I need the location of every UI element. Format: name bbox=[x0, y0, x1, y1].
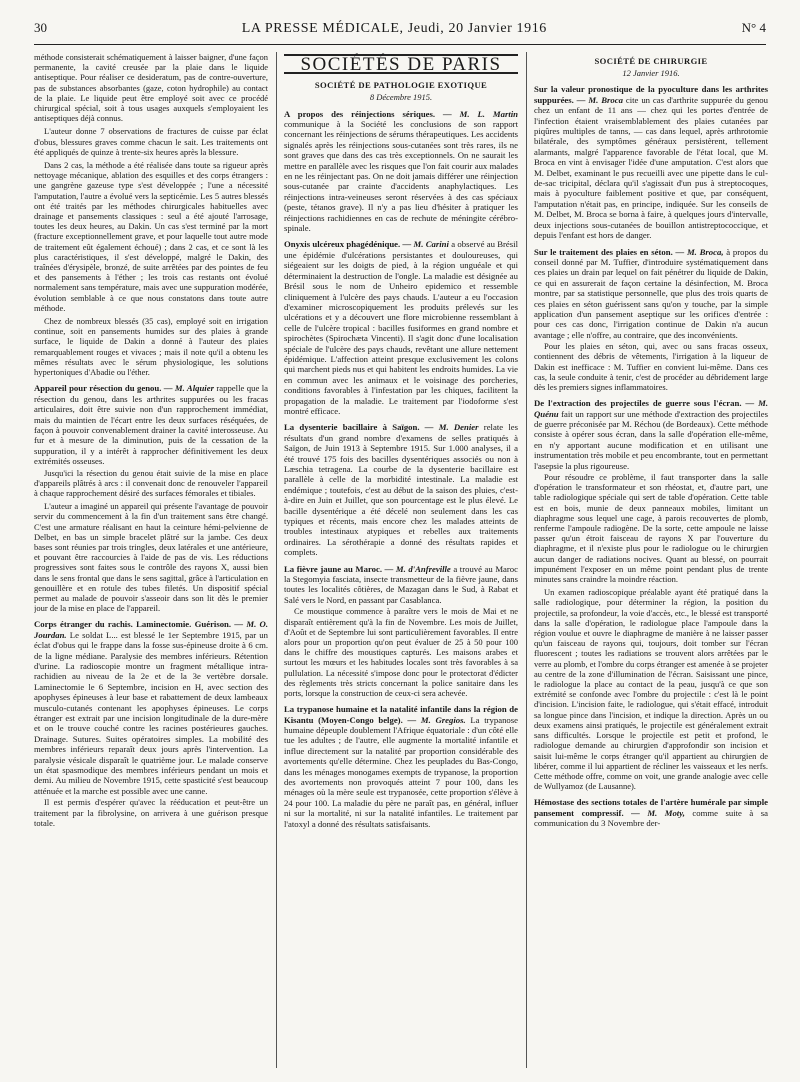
article-title: La fièvre jaune au Maroc. bbox=[284, 563, 383, 574]
article-text: fait un rapport sur une méthode d'extraction des projectiles de guerre préconisée par M. Réchou (de Bordeaux). Cette méthode consiste à opérer sous écran, dans la salle d'opération elle-même, en n'y apportant aucune modification et en utilisant une instrumentation très mobile et peu encombrante, tout en permettant l'asepsie la plus rigoureuse. bbox=[534, 408, 768, 471]
article-author: — M. Moty, bbox=[623, 807, 685, 818]
article-title: Onyxis ulcéreux phagédénique. bbox=[284, 239, 401, 250]
article-author: — M. Alquier bbox=[163, 383, 214, 394]
article-text: relate les résultats d'un grand nombre d'examens de selles pratiqués à Saïgon, de Juin 1913 à Septembre 1915. Sur 1.000 analyses, il a été trouvé 175 fois des bacilles dysentériques associés ou non à Læschia tetragena. La courbe de la dysenterie bacillaire est parallèle à celle de la morbidité intestinale. La maladie est endémique ; toutefois, c'est au début de la saison des pluies, c'est-à-dire en Juin et Juillet, que son pourcentage est le plus élevé. Le bacille dysentérique a été décelé non seulement dans les cas typiques et récents, mais encore chez les malades atteints de troubles intestinaux atypiques et rebelles aux traitements ordinaires. La sérothérapie a donné des résultats rapides et complets. bbox=[284, 422, 518, 558]
issue-number: N° 4 bbox=[741, 20, 766, 35]
paragraph: Jusqu'ici la résection du genou était suivie de la mise en place d'appareils plâtrés à arcs : il convenait donc de renouveler l'appareil à chaque rapprochement désiré des surfaces fémorales et tibiales. bbox=[34, 467, 268, 498]
section-banner: SOCIÉTÉS DE PARIS bbox=[284, 54, 518, 74]
article-heading bbox=[284, 109, 518, 234]
article-heading bbox=[534, 398, 768, 471]
article-title: Corps étranger du rachis. Laminectomie. Guérison. bbox=[34, 619, 232, 630]
society-heading: SOCIÉTÉ DE CHIRURGIE bbox=[594, 56, 708, 66]
article-heading bbox=[534, 84, 768, 240]
session-date: 8 Décembre 1915. bbox=[369, 92, 433, 103]
paragraph: Chez de nombreux blessés (35 cas), employé soit en irrigation continue, soit en pansements humides sur des plaies à grande surface, le liquide de Dakin a donné à l'auteur des plaies remarquablement rouges et vivaces ; mais il note qu'il a obtenu les mêmes résultats avec le sérum physiologique, les solutions hypertoniques d'Abadie ou l'éther. bbox=[34, 316, 268, 378]
article-title: Appareil pour résection du genou. bbox=[34, 383, 162, 394]
article-heading bbox=[34, 383, 268, 466]
article-text: La trypanose humaine dépeuple doublement l'Afrique équatoriale : d'un côté elle tue les adultes ; de l'autre, elle augmente la mortalité infantile et influe directement sur la natalité par proportion considérable des avortements qu'elle détermine. Chez les peuplades du Bas-Congo, dans les ménages monogames exempts de trypanose, la proportion des avortements non provoqués atteint 7 pour 100, dans les ménages où la mère seule est trypanosée, cette proportion s'élève à 24 pour 100. La maladie du père ne paraît pas, en général, influer ni sur la mortalité, ni sur la natalité infantiles. Le traitement par l'atoxyl a donné des résultats satisfaisants. bbox=[284, 714, 518, 829]
article-heading bbox=[534, 247, 768, 341]
article-heading bbox=[284, 422, 518, 557]
paragraph: Ce moustique commence à paraître vers le mois de Mai et ne disparaît entièrement qu'à la fin de Novembre. Les mois de Juillet, d'Août et de Septembre lui sont particulièrement favorables. Il entre alors pour un proportion qu'on peut évaluer de 25 à 50 pour 100 dans le chiffre des moustiques capturés. Les maisons arabes et surtout les mœurs et les habitudes locales sont très favorables à sa pullulation. La nécessité s'impose donc pour le protectorat d'édicter des règlements très stricts concernant la police sanitaire dans les ports, lorsque la construction de ceux-ci sera achevée. bbox=[284, 606, 518, 698]
article-text: communique à la Société les conclusions de son rapport concernant les réinjections de sérums thérapeutiques. Les accidents signalés après les réinjections sous-cutanées sont très rares, ils ne sont graves que dans des cas très exceptionnels. On ne saurait les mettre en parallèle avec les risques que l'on fait courir aux malades en ne les réinjectant pas. On ne doit jamais différer une réinjection sous-cutanée par crainte d'accidents anaphylactiques. Les réinjections intra-veineuses seront réservées à des cas spéciaux (peste, tétanos grave). Il n'y a pas lieu d'hésiter à pratiquer les réinjections rachidiennes en cas de rechute de méningite cérébro-spinale. bbox=[284, 119, 518, 234]
article-heading bbox=[534, 797, 768, 828]
paragraph: Dans 2 cas, la méthode a été réalisée dans toute sa rigueur après nettoyage mécanique, ablation des esquilles et des corps étrangers : une gangrène gazeuse type s'est développée ; l'une a nécessité l'amputation, l'autre a évolué vers la septicémie. Les 5 autres blessés ont été traités par les méthodes chirurgicales habituelles avec drainage et pansements classiques : seul a été ajouté l'arrosage, toutes les deux heures, au Dakin. Un cas s'est terminé par la mort (fracture exceptionnellement grave, et pour laquelle tout autre mode de traitement eût également échoué) ; dans 2 cas, et ce sont là les plus caractéristiques, il s'est développé, malgré le Dakin, des traînées d'érysipèle, bronzé, de suite arrêtées par des pointes de feu et des pansements à l'éther ; les trois cas restants ont évolué normalement sans température, mais avec une suppuration modérée, évolution semblable à ce que nous constatons dans toute autre méthode. bbox=[34, 160, 268, 313]
article-author: — M. Denier bbox=[419, 422, 479, 433]
session-date: 12 Janvier 1916. bbox=[622, 68, 680, 79]
paragraph: méthode consisterait schématiquement à laisser baigner, d'une façon permanente, la cavité creusée par la plaie dans le liquide antiseptique. Pour réaliser ce desideratum, pas de contre-ouverture, pas de substances absorbantes (gaze, coton hydrophile) au contact de la plaie. Le liquide peut être employé soit avec ce procédé chirurgical spécial, soit à tous usages auxquels s'employaient les antiseptiques déjà connus. bbox=[34, 52, 268, 124]
article-author: — M. Broca, bbox=[672, 246, 724, 257]
article-author: — M. L. Martin bbox=[435, 108, 518, 119]
column-right bbox=[534, 52, 768, 1076]
paragraph: Il est permis d'espérer qu'avec la rééducation et peut-être un traitement par la fibrolysine, on arrivera à une guérison presque totale. bbox=[34, 797, 268, 828]
article-heading bbox=[284, 564, 518, 606]
paragraph: Pour résoudre ce problème, il faut transporter dans la salle d'opération le transformateur et son rhéostat, et, d'autre part, une table radiologique spéciale qui sert de table d'opération. Cette table est en bois, munie de deux panneaux mobiles, limitant un diaphragme sous lequel une cage, à parois recouvertes de plomb, renferme l'ampoule radiogène. De la sorte, cette ampoule ne laisse passer qu'un étroit faisceau de rayons X par l'ouverture du diaphragme, et il n'existe plus pour le radiologue ou le chirurgien aucun danger de radiations nocives. Quant au blessé, on pourrait impunément l'exposer en un même point pendant plus de trente minutes sans craindre la moindre réaction. bbox=[534, 472, 768, 585]
article-author: — M. O. Jourdan. bbox=[34, 619, 268, 640]
article-title: De l'extraction des projectiles de guerre sous l'écran. bbox=[534, 398, 742, 409]
paragraph: L'auteur donne 7 observations de fractures de cuisse par éclat d'obus, blessures graves comme chacun le sait. Les traitements ont été appliqués de quinze à trente-six heures après la blessure. bbox=[34, 126, 268, 157]
article-author: — M. d'Anfreville bbox=[382, 563, 451, 574]
paragraph: Un examen radioscopique préalable ayant été pratiqué dans la salle radiologique, pour déterminer la région, la position du projectile, sa profondeur, la voie d'accès, etc., le blessé est transporté dans la salle d'opération, le radiologue place l'ampoule dans la région voulue et ouvre le diaphragme de manière à ne laisser passer qu'un faisceau de rayons qui, toujours, doit tomber sur l'écran fluorescent ; toutes les radiations se trouvent alors arrêtées par le verre au plomb, et l'ombre du corps étranger est amenée à se projeter au centre de la zone d'illumination de l'écran. Saisissant une pince, le radiologue la place au contact de la peau, jusqu'à ce que son extrémité se confonde avec l'ombre du projectile : c'est là le point d'incision. L'incision faite, le radiologue, qui s'était effacé, introduit sa longue pince dans l'incision, et indique la direction. Après un ou deux examens ainsi pratiqués, le projectile est généralement extrait sans difficultés. Lorsque le projectile est petit et profond, le radiologue demande au chirurgien d'approfondir son incision et saisit lui-même le corps étranger qu'il appartient au chirurgien de libérer, comme il lui appartient de récliner les vaisseaux et les nerfs. Cette méthode offre, comme on voit, une grande analogie avec celle de Wullyamoz (de Lausanne). bbox=[534, 587, 768, 792]
journal-title: LA PRESSE MÉDICALE, Jeudi, 20 Janvier 1916 bbox=[241, 21, 547, 36]
article-heading bbox=[34, 619, 268, 796]
article-author: — M. Carini bbox=[400, 239, 449, 250]
column-rule bbox=[276, 52, 277, 1068]
article-text: a observé au Brésil une épidémie d'ulcérations persistantes et douloureuses, qui siégeaient sur les doigts de pied, à la région unguéale et qui déterminaient la destruction de l'ongle. La maladie est désignée au Brésil sous le nom de Unheiro epidemico et ressemble cliniquement à l'ulcère des pays chauds. L'auteur a eu l'occasion d'examiner microscopiquement les produits prélevés sur les ulcérations et y a découvert une flore microbienne ressemblant à celle de l'ulcère tropical : bacilles fusiformes en grand nombre et spirochètes (Spirochæta Vincenti). Il s'agit donc d'une localisation spéciale de l'ulcère des pays chauds, revêtant une allure nettement épidémique. L'affection atteint presque exclusivement les colons qui marchent pieds nus et qui habitent les endroits humides. La vie en commun avec les animaux et le voisinage des porcheries, conditions favorables à l'infestation par les chiques, facilitent la propagation de la maladie. Le traitement par l'iodoforme s'est montré efficace. bbox=[284, 239, 518, 416]
article-text: rappelle que la résection du genou, dans les arthrites suppurées ou les fracas articulaires, doit être suivie non d'un rapprochement immédiat, mais du maintien de l'écart entre les deux surfaces réséquées, de façon à pouvoir convenablement drainer la cavité interosseuse. Au fur et à mesure de la diminution, puis de la cessation de la suppuration, il y a intérêt à rapprocher définitivement les deux extrémités osseuses. bbox=[34, 383, 268, 467]
society-heading: SOCIÉTÉ DE PATHOLOGIE EXOTIQUE bbox=[314, 80, 488, 91]
article-heading bbox=[284, 239, 518, 416]
article-title: Sur le traitement des plaies en séton. bbox=[534, 246, 673, 257]
column-rule bbox=[526, 52, 527, 1068]
article-title: Hémostase des sections totales de l'artère humérale par simple pansement compressif. bbox=[534, 797, 768, 818]
article-title: Sur la valeur pronostique de la pyoculture dans les arthrites suppurées. bbox=[534, 84, 768, 105]
article-text: Le soldat L... est blessé le 1er Septembre 1915, par un éclat d'obus qui le frappe dans la fosse sus-épineuse droite à 6 cm. de la ligne médiane. Paralysie des membres inférieurs. Rétention d'urine. La radioscopie montre un fragment métallique intra-rachidien au niveau de la 2e et de la 3e vertèbre dorsale. Laminectomie le 6 Septembre, incision en H, avec section des apophyses épineuses à leur base et rabattement de deux lambeaux musculo-cutanés contenant les apophyses épineuses. Le corps étranger est extrait par une incision longitudinale de la dure-mère et on le trouve couché contre les racines postérieures gauches. Drainage. Sutures. Suites opératoires simples. La mobilité des membres inférieurs reparaît deux jours après l'intervention. La paralysie vésicale disparaît le quatrième jour. Le malade conserve un état spasmodique des membres inférieurs pendant un mois et demi. Au milieu de Novembre 1915, cette spasticité s'est beaucoup atténuée et la marche est possible avec une canne. bbox=[34, 629, 268, 796]
article-title: A propos des réinjections sériques. bbox=[284, 108, 436, 119]
page-number: 30 bbox=[34, 20, 47, 35]
column-middle bbox=[284, 52, 518, 1076]
article-title: La trypanose humaine et la natalité infantile dans la région de Kisantu (Moyen-Congo belge). bbox=[284, 704, 518, 725]
article-text: a trouvé au Maroc la Stegomyia fasciata, insecte transmetteur de la fièvre jaune, dans toutes les localités côtières, de Mazagan dans le Sud, à Rabat et Salé vers le Nord, en passant par Casablanca. bbox=[284, 563, 518, 605]
article-text: comme suite à sa communication du 3 Novembre der- bbox=[534, 807, 768, 829]
article-text: à propos du conseil donné par M. Tuffier, d'introduire systématiquement dans ces plaies un drain par lequel on fait pénétrer du liquide de Dakin, ce qui en assurerait de façon certaine la désinfection, M. Broca montre, par sa statistique personnelle, que plus des trois quarts de ces plaies en séton guérissent sans qu'on y touche, par la simple application d'un pansement aseptique sur les orifices d'entrée : pour ces cas donc, l'irrigation continue de Dakin n'a aucun avantage ; elle n'offre, au contraire, que des inconvénients. bbox=[534, 246, 768, 340]
article-author: — M. Broca bbox=[573, 94, 623, 105]
article-author: — M. Quénu bbox=[534, 398, 768, 419]
paragraph: Pour les plaies en séton, qui, avec ou sans fracas osseux, contiennent des débris de vêtements, l'irrigation à la liqueur de Dakin est inefficace : M. Tuffier en convient lui-même. Dans ces cas, la seule conduite à tenir, c'est de procéder au débridement large dès les premiers signes inflammatoires. bbox=[534, 341, 768, 392]
article-heading bbox=[284, 704, 518, 829]
article-text: cite un cas d'arthrite suppurée du genou chez un enfant de 11 ans — chez qui les portes d'entrée de l'infection étaient vraisemblablement des plaies cutanées par piqûres multiples de tanns, — cas dans lequel, après arthrotomie bilatérale, des symptômes généraux persistèrent, tellement alarmants, malgré l'apparence favorable de l'état local, que M. Broca en vint à envisager l'idée d'une amputation. C'est alors que M. Delbet, examinant le pus recueilli avec une pipette dans le cul-de-sac tricipital, déclara qu'il s'agissait d'un pus à streptocoques, mais à pyoculture faiblement positive et que, par conséquent, l'amputation n'était pas, en principe, indiquée. Sur les conseils de M. Delbet, M. Broca se borna à faire, à quelques jours d'intervalle, deux injections sous-cutanées de bouillon antistreptococcique, et depuis l'enfant est hors de danger. bbox=[534, 94, 768, 241]
article-title: La dysenterie bacillaire à Saïgon. bbox=[284, 422, 420, 433]
running-header bbox=[34, 20, 766, 45]
article-author: — M. Gregios. bbox=[402, 714, 466, 725]
column-left bbox=[34, 52, 268, 1076]
paragraph: L'auteur a imaginé un appareil qui présente l'avantage de pouvoir servir du commencement à la fin d'un traitement sans être changé. C'est une armature réalisant en haut la ceinture hémi-pelvienne de Delbet, en bas un simple bracelet plâtré sur la jambe. Ces deux bases sont réunies par trois tringles, deux latérales et une antérieure, et pouvant être raccourcies à l'aide de pas de vis. Les réductions progressives sont faites sous le contrôle des rayons X, aussi bien dans le sens frontal que dans le sens sagittal, grâce à l'articulation en genouillère et en rotule des tubes filetés. Un dispositif spécial permet au malade de pouvoir s'asseoir dans son lit dès le premier jour de la mise en place de l'appareil. bbox=[34, 501, 268, 614]
